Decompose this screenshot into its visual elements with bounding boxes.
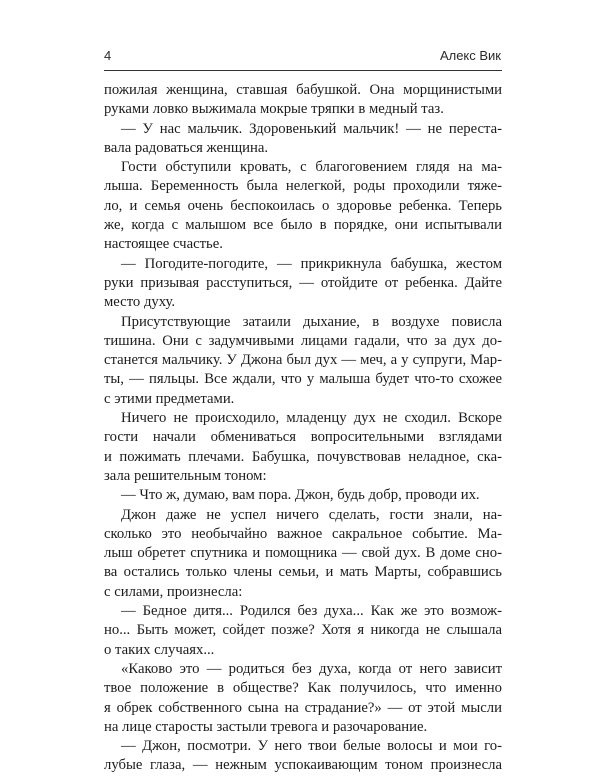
text-line: лубые глаза, — нежным успокаивающим тоном произнесла [104,757,502,774]
text-line: станется мальчику. У Джона был дух — меч, а у супруги, Мар- [104,352,502,369]
text-line: место духу. [104,294,176,311]
text-line: — Погодите-погодите, — прикрикнула бабушка, жестом [121,255,502,272]
running-header [104,48,501,65]
text-line: вала радоваться женщина. [104,139,269,156]
page-number: 4 [104,48,112,63]
text-line: ва остались только члены семьи, и мать Марты, собравшись [104,564,502,581]
text-line: зала решительным тоном: [104,467,267,484]
text-line: гости начали обмениваться вопросительными взглядами [104,429,502,446]
text-line: руками ловко выжимала мокрые тряпки в медный таз. [104,101,444,118]
text-line: настоящее счастье. [104,236,223,253]
body-text [104,81,502,776]
text-line: Ничего не происходило, младенцу дух не сходил. Вскоре [121,410,502,427]
text-line: — Что ж, думаю, вам пора. Джон, будь добр, проводи их. [121,487,480,504]
text-line: лыша. Беременность была нелегкой, роды проходили тяже- [104,178,502,195]
text-line: Присутствующие затаили дыхание, в воздухе повисла [121,313,502,330]
text-line: ло, и семья очень беспокоилась о здоровье ребенка. Теперь [104,197,502,214]
text-line: но... Быть может, сойдет позже? Хотя я никогда не слышала [104,622,502,639]
text-line: — Бедное дитя... Родился без духа... Как же это возмож- [121,603,502,620]
text-line: же, когда с малышом все было в порядке, они испытывали [104,217,502,234]
text-line: я обрек собственного сына на страдание?» — от этой мысли [104,699,502,716]
text-line: с этими предметами. [104,390,235,407]
text-line: — У нас мальчик. Здоровенький мальчик! — не переста- [121,120,502,137]
text-line: ты, — пяльцы. Все ждали, что у малыша будет что-то схожее [104,371,502,388]
running-head-author: Алекс Вик [439,48,501,63]
text-line: на лице старосты застыли тревога и разочарование. [104,718,428,735]
text-line: — Джон, посмотри. У него твои белые волосы и мои го- [121,738,502,755]
text-line: тишина. Они с задумчивыми лицами гадали, что за дух до- [104,332,502,349]
text-line: с силами, произнесла: [104,583,243,600]
text-line: твое положение в обществе? Как получилось, что именно [104,680,502,697]
text-line: «Каково это — родиться без духа, когда от него зависит [121,660,502,677]
text-line: пожилая женщина, ставшая бабушкой. Она морщинистыми [104,82,502,98]
text-line: руки призывая расступиться, — отойдите от ребенка. Дайте [104,274,502,291]
header-rule [104,70,502,71]
text-line: сколько это необычайно важное сакральное событие. Ма- [104,525,502,542]
text-line: Гости обступили кровать, с благоговением глядя на ма- [121,159,502,176]
text-line: о таких случаях... [104,641,215,658]
text-line: Джон даже не успел ничего сделать, гости знали, на- [121,506,502,523]
text-line: и пожимать плечами. Бабушка, почувствовав неладное, ска- [104,448,502,465]
text-line: лыш обретет спутника и помощника — свой дух. В доме сно- [104,545,502,562]
